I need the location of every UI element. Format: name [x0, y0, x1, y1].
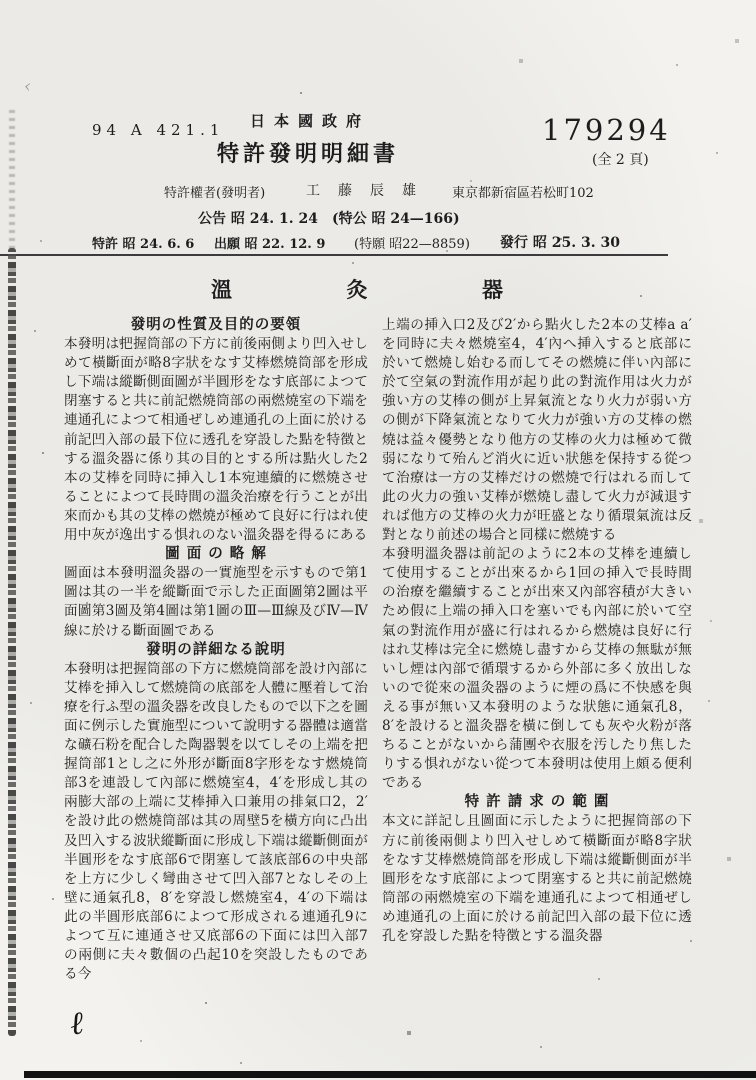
header-divider-rule — [0, 254, 668, 256]
claims-section-body: 本文に詳記し且圖面に示したように把握筒部の下方に前後兩側より凹入せしめて橫斷面が略8字狀をなす艾棒燃燒筒部を形成し下端は縱斷側面が半圓形をなす底部によつて閉塞すると共に前記燃燒筒部の兩燃燒室の下端を連通孔によつて相通ぜしめ連通孔の上面に於ける前記凹入部の最下位に透孔を穿設した點を特徴とする溫灸器 — [382, 813, 692, 944]
scan-bottom-bar — [24, 1071, 756, 1078]
scan-edge-streak-faint — [9, 110, 15, 250]
scan-edge-streak — [8, 248, 16, 1036]
detail-section-heading: 發明の詳細なる說明 — [146, 641, 286, 658]
government-name: 日本國政府 — [249, 112, 370, 130]
publication-date-line: 公告 昭 24. 1. 24 (特公 昭 24—166) — [198, 211, 460, 227]
classification-number: 94 A 421.1 — [92, 121, 225, 139]
invention-title — [211, 274, 503, 304]
drawings-section-body: 圖面は本發明溫灸器の一實施型を示すもので第1圖は其の一半を縱斷面で示した正面圖第2圖は平面圖第3圖及第4圖は第1圖のⅢ—Ⅲ線及びⅣ—Ⅳ線に於ける斷面圖である — [64, 565, 368, 639]
application-number: (特願 昭22—8859) — [354, 237, 470, 252]
summary-section-body: 本發明は把握筒部の下方に前後兩側より凹入せしめて橫斷面が略8字狀をなす艾棒燃燒筒部を形成し下端は縱斷側面圖が半圓形をなす底部によつて閉塞すると共に前記燃燒筒部の兩燃燒室の下端を連通孔によつて相通ぜしめ連通孔の上面に於ける前記凹入部の最下位に透孔を穿設した點を特徴とする溫灸器に係り其の目的とする所は點火した2本の艾棒を同時に挿入し1本宛連續的に燃燒させることによつて長時間の溫灸治療を行うことが出來而かも其の艾棒の燃燒が極めて良好に行はれ使用中灰が逸出する惧れのない溫灸器を得るにある — [64, 336, 368, 544]
detail-section-body: 本發明は把握筒部の下方に燃燒筒部を設け內部に艾棒を挿入して燃燒筒の底部を人體に壓着して治療を行ふ型の溫灸器を改良したもので以下之を圖面に例示した實施型について說明する器體は適當な礦石粉を配合した陶器製を以てしその上端を把握筒部1とし之に外形が斷面8字形をなす燃燒筒部3を連設して內部に燃燒室4，4′を形成し其の兩膨大部の上端に艾棒挿入口兼用の排氣口2，2′を設け此の燃燒筒部は其の周壁5を橫方向に凸出及凹入する波狀縱斷面に形成し下端は縱斷側面が半圓形をなす底部6で閉塞して該底部6の中央部を上方に少しく彎曲させて凹入部7となしその上壁に通氣孔8，8′を穿設し燃燒室4，4′の下端は此の半圓形底部6によつて形成される連通孔9によつて互に連通させ又底部6の下面には凹入部7の兩側に夫々數個の凸起10を突設したものである今 — [64, 660, 368, 983]
patentee-name: 工藤辰雄 — [306, 183, 434, 199]
column-left — [64, 316, 368, 984]
drawings-section-heading: 圖 面 の 略 解 — [165, 546, 267, 563]
column-right — [382, 316, 692, 984]
filing-date: 出願 昭 22. 12. 9 — [214, 237, 326, 252]
patentee-label: 特許權者(發明者) — [164, 186, 266, 201]
scan-corner-mark: ‹ — [22, 75, 33, 98]
page-count-note: (全 2 頁) — [592, 152, 649, 168]
document-body — [64, 316, 692, 984]
patent-number: 179294 — [542, 113, 671, 147]
detail-continuation-paragraph: 上端の挿入口2及び2′から點火した2本の艾棒a a′を同時に夫々燃燒室4，4′內へ挿入すると底部に於いて燃燒し始むる而してその燃燒に伴い內部に於て空氣の對流作用が起り此の對流作用は火力が強い方の艾棒の側が上昇氣流となり火力が弱い方の側が下降氣流となりて火力が強い方の艾棒の燃燒は益々優勢となり他方の艾棒の火力は極めて微弱になりて殆んど消火に近い狀態を保持する從つて治療は一方の艾棒だけの燃燒で行はれる而して此の火力の強い艾棒が燃燒し盡して火力が減退すれば他方の艾棒の火力が旺盛となり循環氣流は反對となり前述の場合と同樣に燃燒する — [382, 317, 692, 544]
claims-section-heading: 特 許 請 求 の 範 圍 — [464, 794, 610, 811]
invention-title-char: 灸 — [346, 277, 368, 302]
patentee-address: 東京都新宿區若松町102 — [452, 186, 594, 201]
scan-dust-specks — [0, 0, 2, 2]
patent-date: 特許 昭 24. 6. 6 — [92, 237, 195, 252]
issue-date: 發行 昭 25. 3. 30 — [500, 235, 620, 251]
handwritten-mark: ℓ — [68, 1003, 86, 1043]
summary-section-heading: 發明の性質及目的の要領 — [130, 317, 302, 333]
invention-title-char: 溫 — [211, 277, 232, 302]
invention-title-char: 器 — [482, 277, 503, 302]
document-type-title: 特許發明明細書 — [216, 141, 399, 167]
advantages-paragraph: 本發明溫灸器は前記のように2本の艾棒を連續して使用することが出來るから1回の挿入で長時間の治療を繼續することが出來又內部容積が大きいため假に上端の挿入口を塞いでも內部に於いて空氣の對流作用が盛に行はれるから燃燒は良好に行はれ艾棒は完全に燃燒し盡すから艾棒の無駄が無いし煙は內部で循環するから外部に多く放出しないので從來の溫灸器のように煙の爲に不快感を與える事が無い又本發明のような狀態に通氣孔8，8′を設けると溫灸器を橫に倒しても灰や火粉が落ちることがないから蒲團や衣服を汚したり焦したりする惧れがない從つて本發明は使用上頗る便利である — [382, 546, 692, 792]
